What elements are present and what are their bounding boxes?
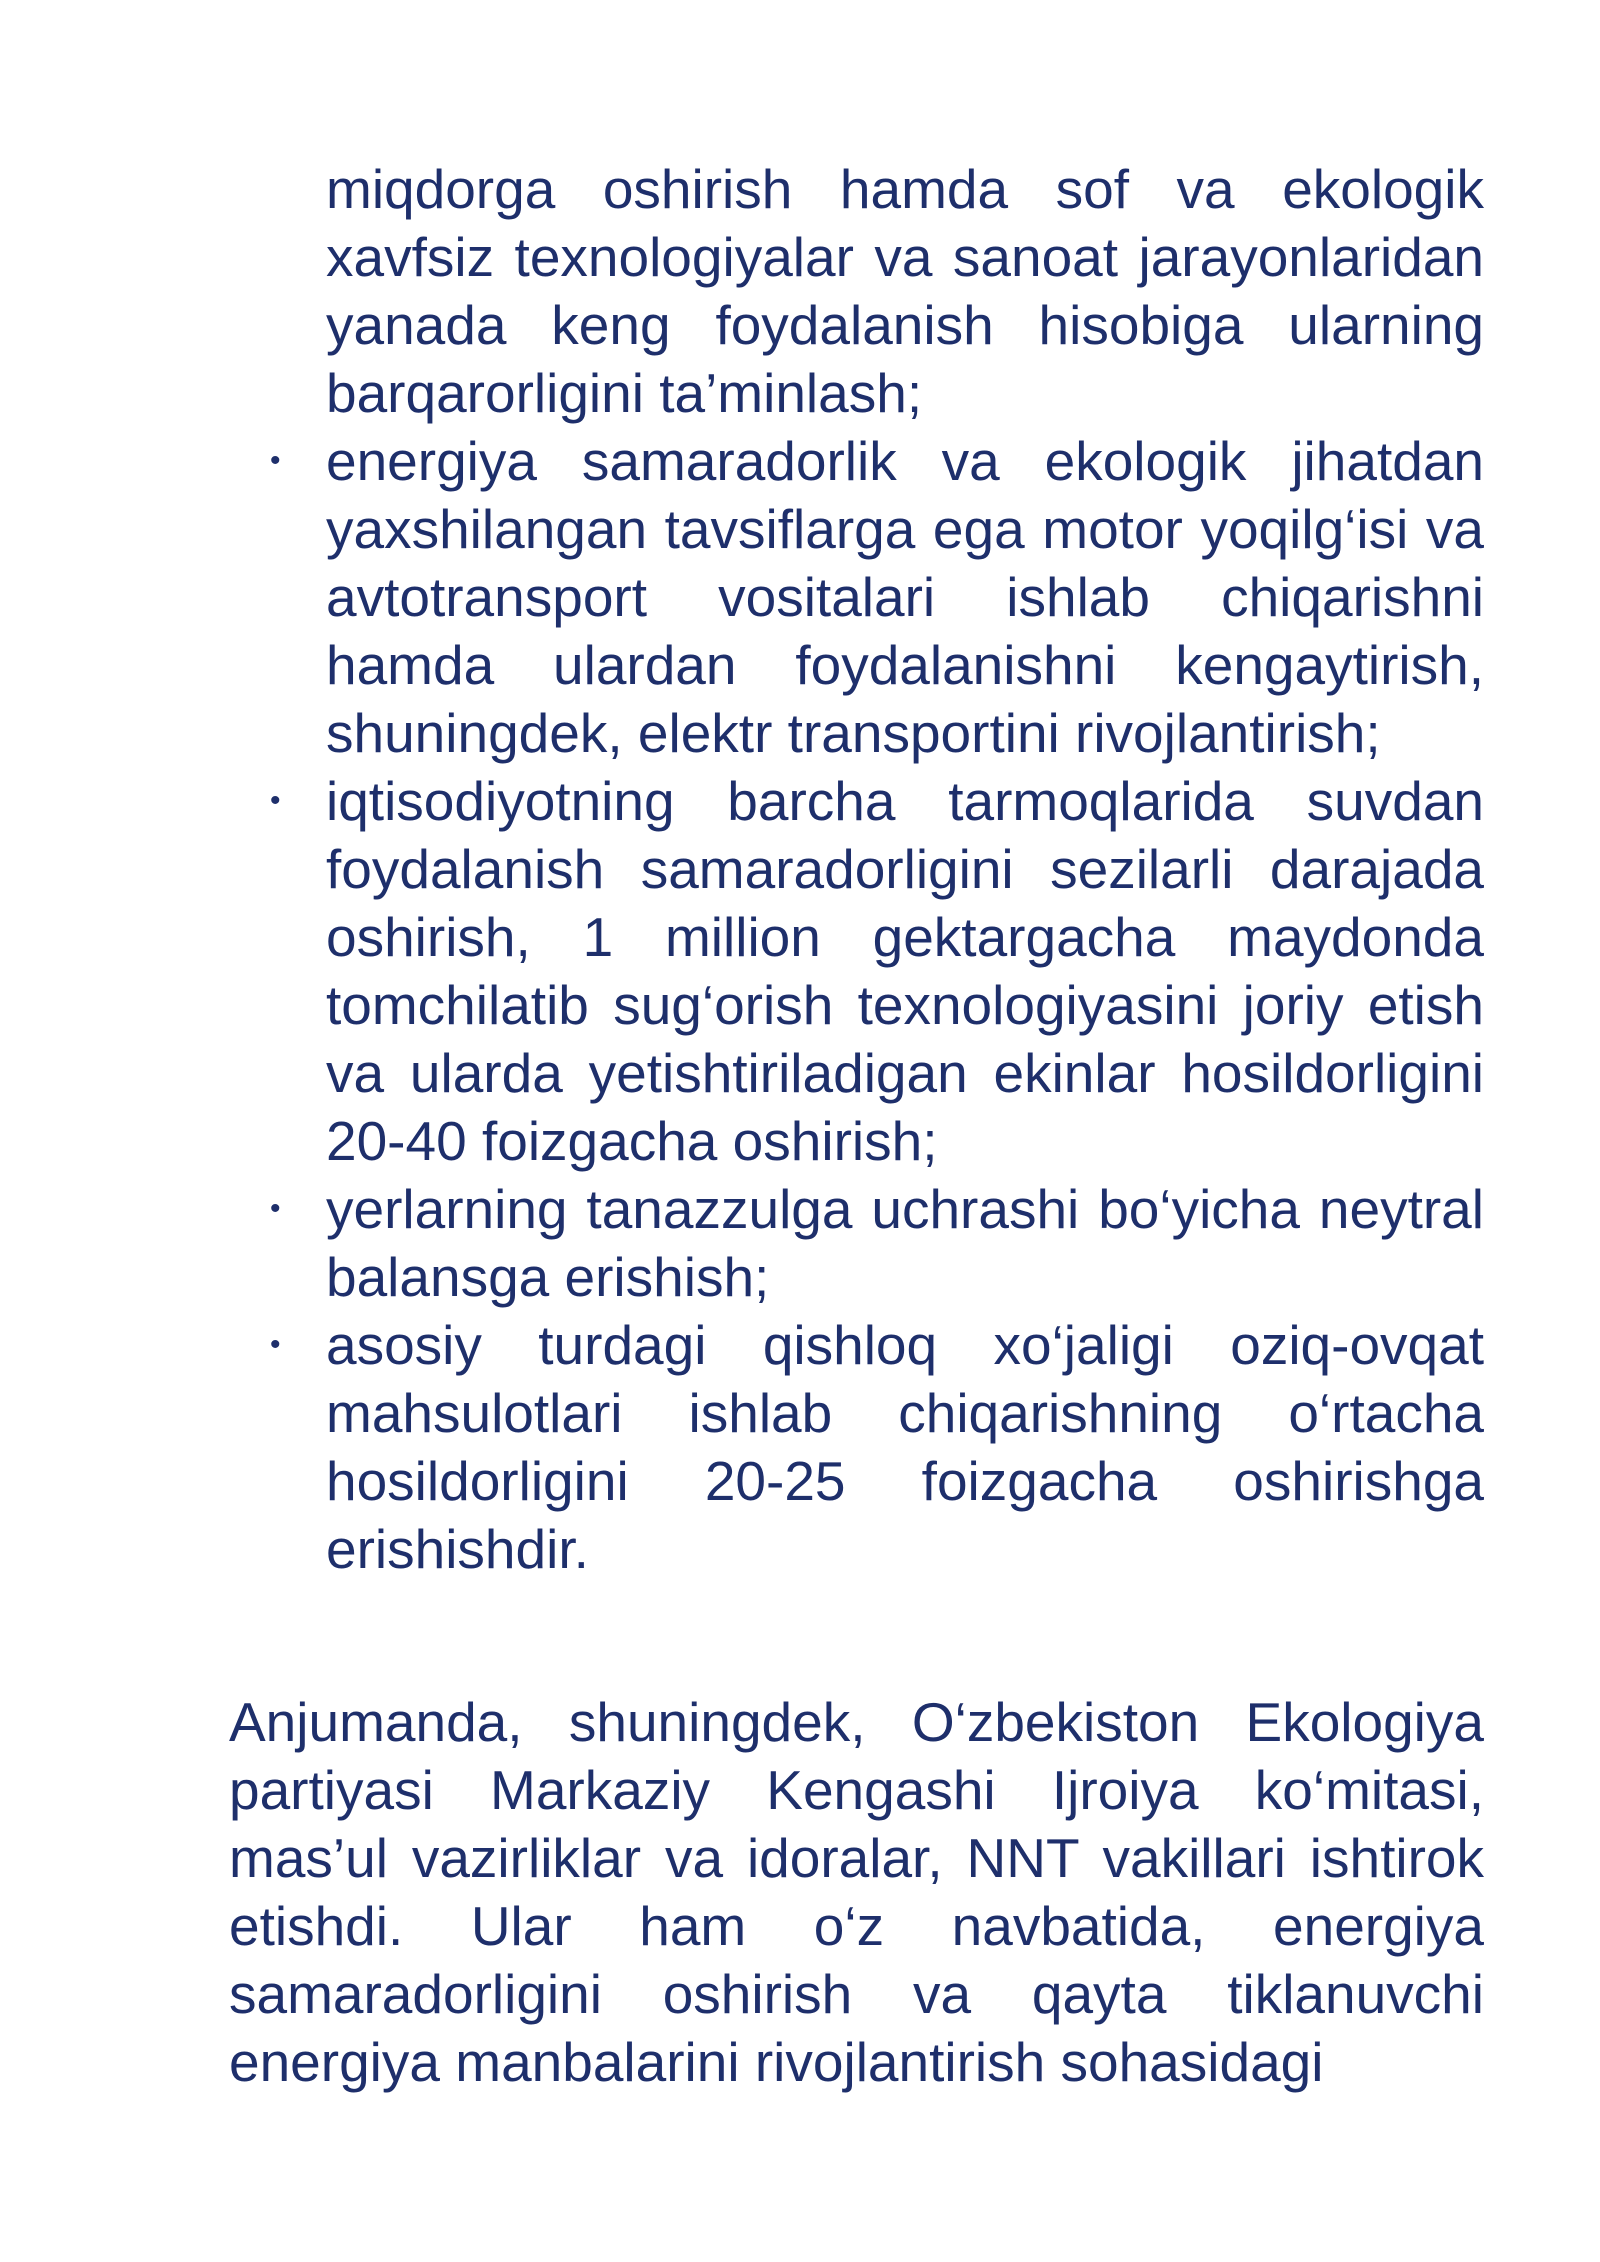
list-item — [270, 1311, 1484, 1583]
body-paragraph: Anjumanda, shuningdek, O‘zbekiston Ekologiya partiyasi Markaziy Kengashi Ijroiya ko‘mitasi, mas’ul vazirliklar va idoralar, NNT vakillari ishtirok etishdi. Ular ham o‘z navbatida, energiya samaradorligini oshirish va qayta tiklanuvchi energiya manbalarini rivojlantirish sohasidagi — [229, 1691, 1484, 2093]
list-item-text: asosiy turdagi qishloq xo‘jaligi oziq-ovqat mahsulotlari ishlab chiqarishning o‘rtacha hosildorligini 20-25 foizgacha oshirishga erishishdir. — [326, 1314, 1484, 1580]
bullet-list — [270, 155, 1484, 1583]
list-item — [270, 427, 1484, 767]
list-item-text: iqtisodiyotning barcha tarmoqlarida suvdan foydalanish samaradorligini sezilarli darajada oshirish, 1 million gektargacha maydonda tomchilatib sug‘orish texnologiyasini joriy etish va ularda yetishtiriladigan ekinlar hosildorligini 20-40 foizgacha oshirish; — [326, 770, 1484, 1172]
list-item — [270, 1175, 1484, 1311]
list-item-text: miqdorga oshirish hamda sof va ekologik xavfsiz texnologiyalar va sanoat jarayonlaridan yanada keng foydalanish hisobiga ularning barqarorligini ta’minlash; — [326, 158, 1484, 424]
list-item-text: energiya samaradorlik va ekologik jihatdan yaxshilangan tavsiflarga ega motor yoqilg‘isi va avtotransport vositalari ishlab chiqarishni hamda ulardan foydalanishni kengaytirish, shuningdek, elektr transportini rivojlantirish; — [326, 430, 1484, 764]
bullet-icon: • — [270, 784, 281, 817]
bullet-icon: • — [270, 1192, 281, 1225]
list-item — [270, 767, 1484, 1175]
list-item-continuation — [326, 155, 1484, 427]
bullet-icon: • — [270, 444, 281, 477]
list-item-text: yerlarning tanazzulga uchrashi bo‘yicha neytral balansga erishish; — [326, 1178, 1484, 1308]
bullet-icon: • — [270, 1328, 281, 1361]
